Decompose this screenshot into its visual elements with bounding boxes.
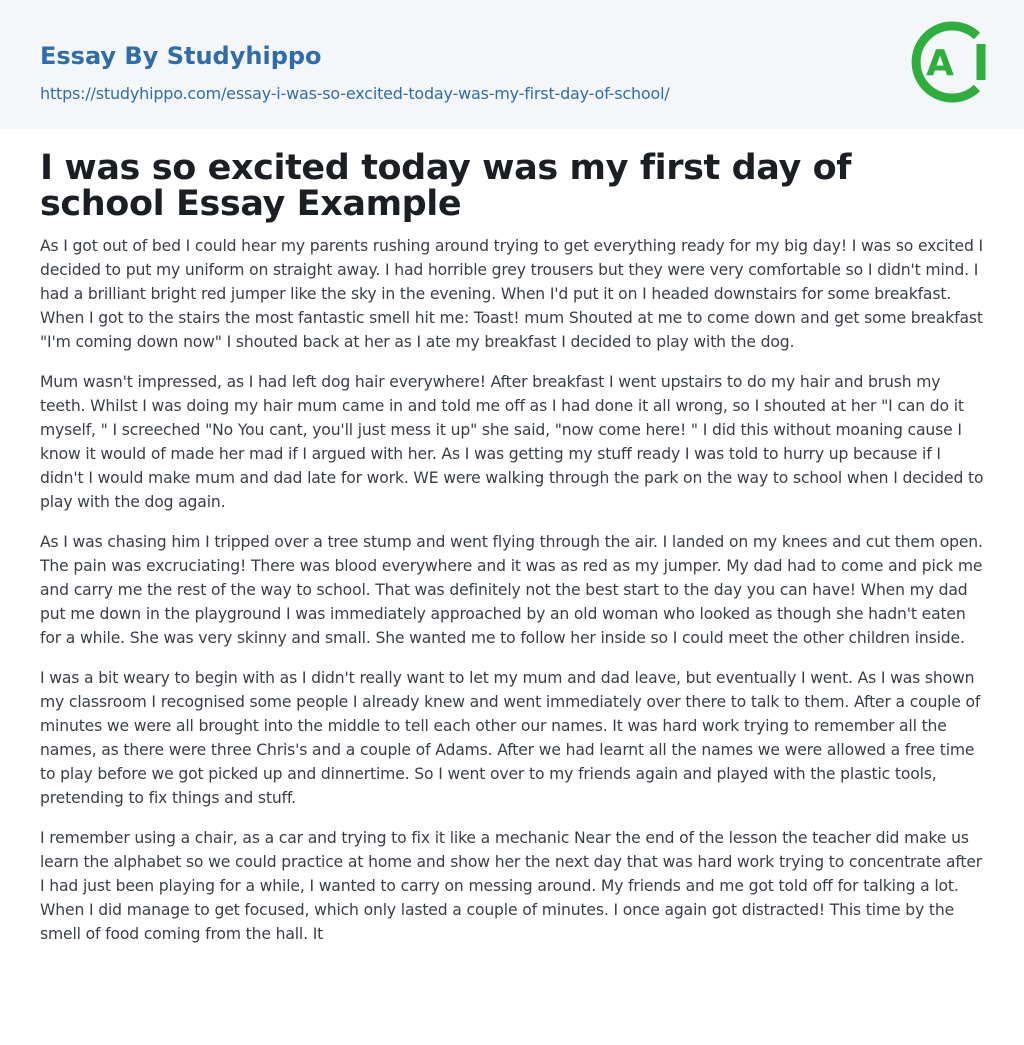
essay-paragraph: As I got out of bed I could hear my parents rushing around trying to get everything ready for my big day! I was so excited I decided to put my uniform on straight away. I had horrible grey trousers but they were very comfortable so I didn't mind. I had a brilliant bright red jumper like the sky in the evening. When I'd put it on I headed downstairs for some breakfast. When I got to the stairs the most fantastic smell hit me: Toast! mum Shouted at me to come down and get some breakfast "I'm coming down now" I shouted back at her as I ate my breakfast I decided to play with the dog. [40, 237, 983, 351]
essay-paragraph: I remember using a chair, as a car and trying to fix it like a mechanic Near the end of the lesson the teacher did make us learn the alphabet so we could practice at home and show her the next day that was hard work trying to concentrate after I had just been playing for a while, I wanted to carry on messing around. My friends and me got told off for talking a lot. When I did manage to get focused, which only lasted a couple of minutes. I once again got distracted! This time by the smell of food coming from the hall. It [40, 829, 983, 943]
essay-paragraph: As I was chasing him I tripped over a tree stump and went flying through the air. I landed on my knees and cut them open. The pain was excruciating! There was blood everywhere and it was as red as my jumper. My dad had to come and pick me and carry me the rest of the way to school. That was definitely not the best start to the day you can have! When my dad put me down in the playground I was immediately approached by an old woman who looked as though she hadn't eaten for a while. She was very skinny and small. She wanted me to follow her inside so I could meet the other children inside. [40, 533, 983, 647]
essay-body [40, 234, 986, 946]
site-brand[interactable]: Essay By Studyhippo [40, 42, 322, 70]
studyhippo-logo-icon[interactable] [909, 18, 989, 106]
logo-letter: A [926, 43, 954, 84]
essay-paragraph: I was a bit weary to begin with as I didn't really want to let my mum and dad leave, but eventually I went. As I was shown my classroom I recognised some people I already knew and went immediately over there to talk to them. After a couple of minutes we were all brought into the middle to tell each other our names. It was hard work trying to remember all the names, as there were three Chris's and a couple of Adams. After we had learnt all the names we were allowed a free time to play before we got picked up and dinnertime. So I went over to my friends again and played with the plastic tools, pretending to fix things and stuff. [40, 669, 981, 807]
essay-main [40, 150, 986, 962]
site-header [0, 0, 1024, 129]
source-url-link[interactable]: https://studyhippo.com/essay-i-was-so-excited-today-was-my-first-day-of-school/ [40, 84, 670, 103]
essay-title: I was so excited today was my first day of school Essay Example [40, 148, 852, 224]
essay-paragraph: Mum wasn't impressed, as I had left dog hair everywhere! After breakfast I went upstairs to do my hair and brush my teeth. Whilst I was doing my hair mum came in and told me off as I had done it all wrong, so I shouted at her "I can do it myself, " I screeched "No You cant, you'll just mess it up" she said, "now come here! " I did this without moaning cause I know it would of made her mad if I argued with her. As I was getting my stuff ready I was told to hurry up because if I didn't I would make mum and dad late for work. WE were walking through the park on the way to school when I decided to play with the dog again. [40, 373, 984, 511]
